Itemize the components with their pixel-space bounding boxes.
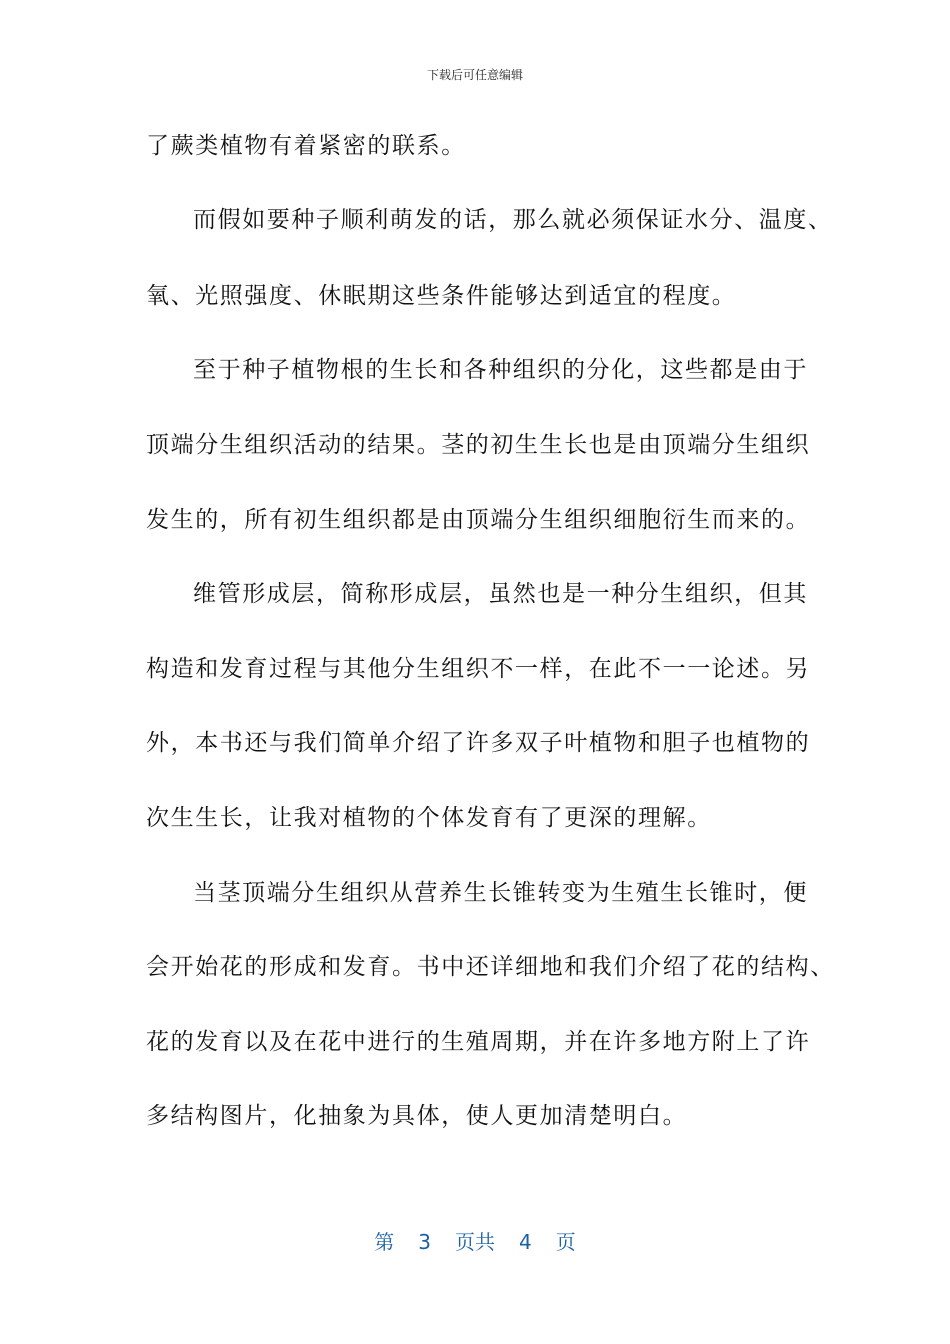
text-line: 外，本书还与我们简单介绍了许多双子叶植物和胆子也植物的 [146, 730, 811, 756]
footer-current-page: 3 [418, 1230, 431, 1254]
text-line: 顶端分生组织活动的结果。茎的初生生长也是由顶端分生组织 [146, 432, 811, 458]
header-note: 下载后可任意编辑 [426, 68, 523, 82]
text-line: 维管形成层，简称形成层，虽然也是一种分生组织，但其 [193, 581, 808, 607]
page-footer [0, 1226, 950, 1255]
text-line: 至于种子植物根的生长和各种组织的分化，这些都是由于 [193, 357, 808, 383]
text-line: 次生生长，让我对植物的个体发育有了更深的理解。 [146, 805, 712, 831]
text-line: 了蕨类植物有着紧密的联系。 [146, 133, 466, 159]
text-line: 当茎顶端分生组织从营养生长锥转变为生殖生长锥时，便 [193, 880, 808, 906]
text-line: 而假如要种子顺利萌发的话，那么就必须保证水分、温度、 [193, 207, 833, 233]
text-line: 会开始花的形成和发育。书中还详细地和我们介绍了花的结构、 [146, 954, 835, 980]
text-line: 花的发育以及在花中进行的生殖周期，并在许多地方附上了许 [146, 1029, 811, 1055]
text-line: 氧、光照强度、休眠期这些条件能够达到适宜的程度。 [146, 283, 737, 309]
footer-total-pages: 4 [519, 1230, 532, 1254]
text-line: 构造和发育过程与其他分生组织不一样，在此不一一论述。另 [146, 656, 811, 682]
footer-middle: 页共 [455, 1230, 495, 1254]
text-line: 多结构图片，化抽象为具体，使人更加清楚明白。 [146, 1103, 688, 1129]
footer-suffix: 页 [555, 1230, 576, 1254]
text-line: 发生的，所有初生组织都是由顶端分生组织细胞衍生而来的。 [146, 507, 811, 533]
footer-prefix: 第 [374, 1230, 395, 1254]
